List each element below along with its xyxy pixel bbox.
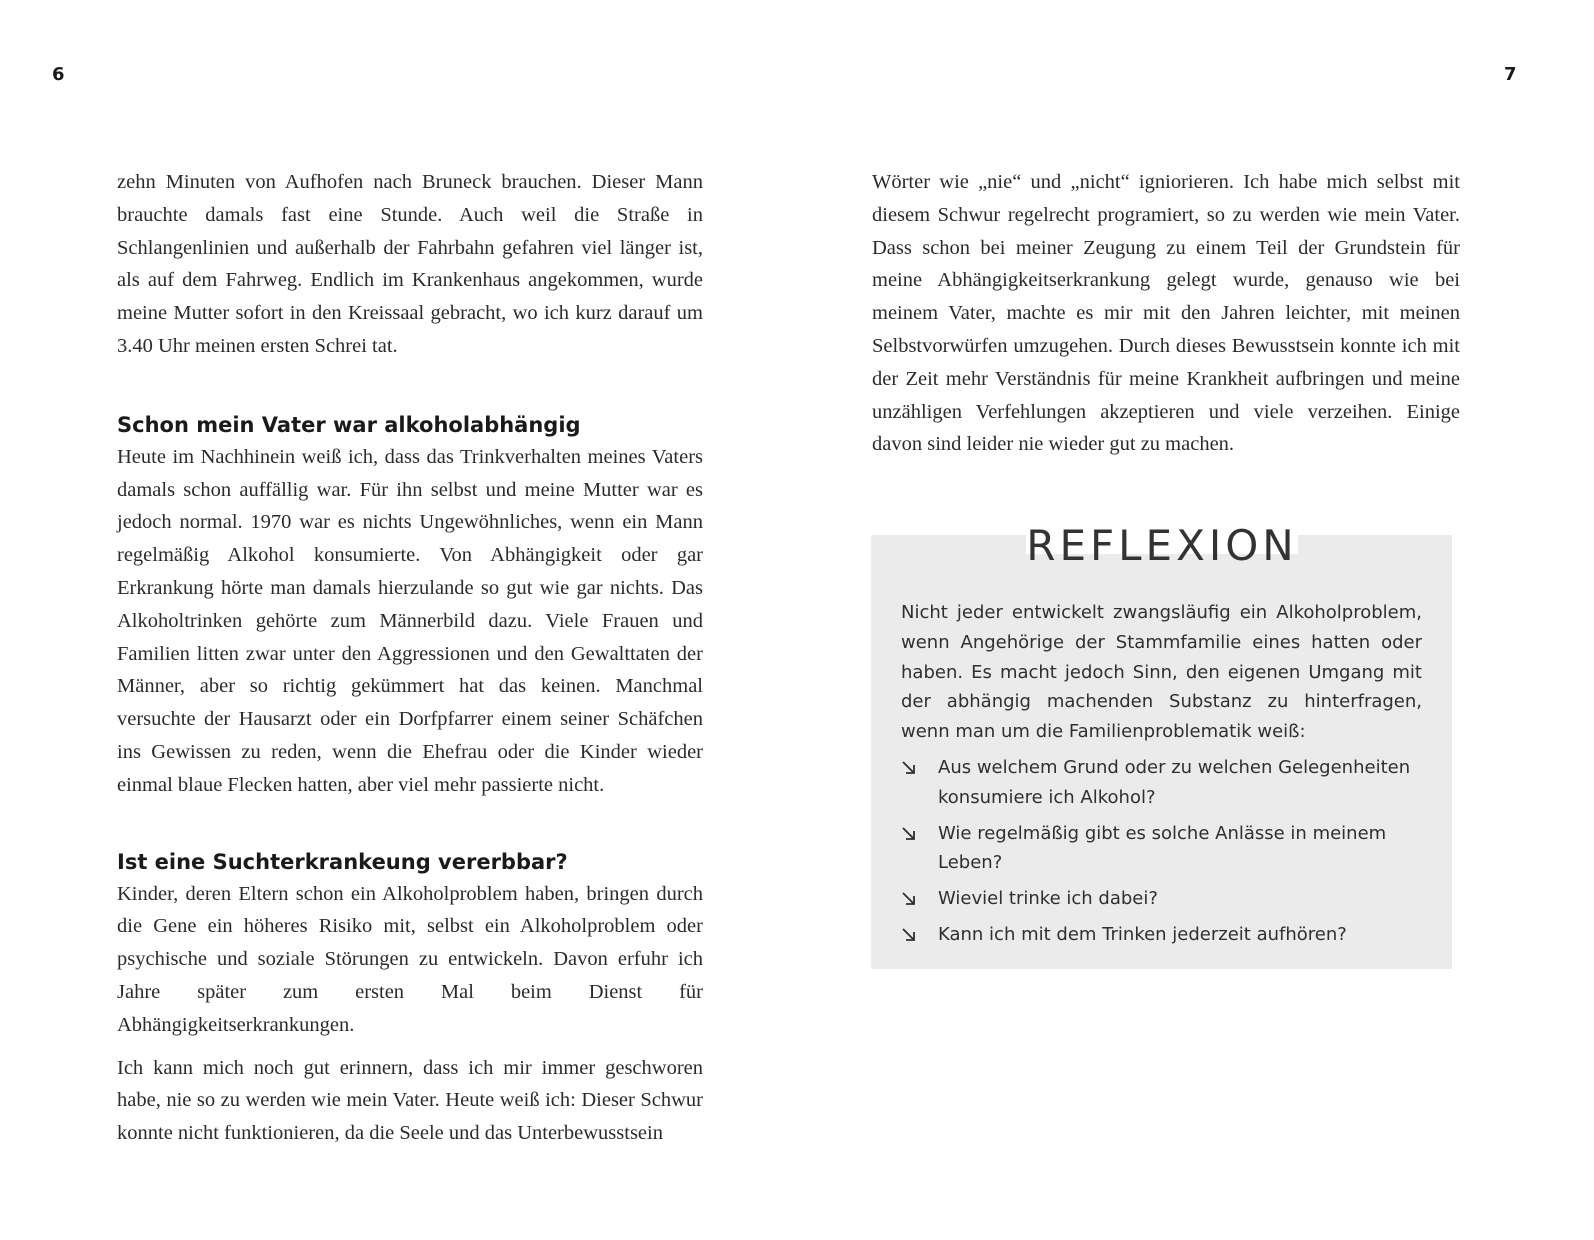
list-item xyxy=(901,753,1422,813)
reflexion-content xyxy=(901,598,1422,956)
list-item xyxy=(901,819,1422,879)
question-text: Aus welchem Grund oder zu welchen Gelegenheiten konsumiere ich Alkohol? xyxy=(938,756,1411,808)
question-text: Wieviel trinke ich dabei? xyxy=(938,888,1158,910)
question-text: Kann ich mit dem Trinken jederzeit aufhören? xyxy=(938,924,1347,946)
body-paragraph: zehn Minuten von Aufhofen nach Bruneck brauchen. Dieser Mann brauchte damals fast eine Stunde. Auch weil die Straße in Schlangenlinien und außerhalb der Fahrbahn gefahren viel länger ist, als auf dem Fahrweg. Endlich im Krankenhaus angekommen, wurde meine Mutter sofort in den Kreissaal gebracht, wo ich kurz darauf um 3.40 Uhr meinen ersten Schrei tat. xyxy=(117,171,703,357)
arrow-down-right-icon xyxy=(901,884,938,914)
list-item xyxy=(901,920,1422,950)
page-number-right: 7 xyxy=(1504,64,1517,85)
reflexion-title: REFLEXION xyxy=(1026,521,1298,570)
body-paragraph: Heute im Nachhinein weiß ich, dass das Trinkverhalten meines Vaters damals schon auffällig war. Für ihn selbst und meine Mutter war es jedoch normal. 1970 war es nichts Ungewöhnliches, wenn ein Mann regelmäßig Alkohol konsumierte. Von Abhängigkeit oder gar Erkrankung hörte man damals hierzulande so gut wie gar nichts. Das Alkoholtrinken gehörte zum Männerbild dazu. Viele Frauen und Familien litten zwar unter den Aggressionen und den Gewalttaten der Männer, aber so richtig gekümmert hat das keinen. Manchmal versuchte der Hausarzt oder ein Dorfpfarrer einem seiner Schäfchen ins Gewissen zu reden, wenn die Ehefrau oder die Kinder wieder einmal blaue Flecken hatten, aber viel mehr passierte nicht. xyxy=(117,445,703,796)
reflexion-intro: Nicht jeder entwickelt zwangsläufig ein Alkoholproblem, wenn Angehörige der Stammfamilie eines hatten oder haben. Es macht jedoch Sinn, den eigenen Umgang mit der abhängig machenden Substanz zu hinterfragen, wenn man um die Familienproblematik weiß: xyxy=(901,602,1422,743)
page-number-left: 6 xyxy=(52,64,65,85)
body-paragraph: Kinder, deren Eltern schon ein Alkoholproblem haben, bringen durch die Gene ein höheres Risiko mit, selbst ein Alkoholproblem oder psychische und soziale Störungen zu entwickeln. Davon erfuhr ich Jahre später zum ersten Mal beim Dienst für Abhängigkeitserkrankungen. xyxy=(117,882,703,1036)
left-page-column xyxy=(117,166,703,1150)
list-item xyxy=(901,884,1422,914)
arrow-down-right-icon xyxy=(901,753,938,783)
right-page-column xyxy=(872,166,1460,461)
section-heading-heredity: Ist eine Suchterkrankeung vererbbar? xyxy=(117,849,568,874)
question-text: Wie regelmäßig gibt es solche Anlässe in meinem Leben? xyxy=(938,822,1387,874)
body-paragraph: Wörter wie „nie“ und „nicht“ igniorieren. Ich habe mich selbst mit diesem Schwur regelrecht programiert, so zu werden wie mein Vater. Dass schon bei meiner Zeugung zu einem Teil der Grundstein für meine Abhängigkeitserkrankung gelegt wurde, genauso wie bei meinem Vater, machte es mir mit den Jahren leichter, mit meinen Selbstvorwürfen umzugehen. Durch dieses Bewusstsein konnte ich mit der Zeit mehr Verständnis für meine Krankheit aufbringen und meine unzähligen Verfehlungen akzeptieren und viele verzeihen. Einige davon sind leider nie wieder gut zu machen. xyxy=(872,171,1460,456)
reflexion-question-list xyxy=(901,753,1422,950)
section-heading-father: Schon mein Vater war alkoholabhängig xyxy=(117,412,581,437)
body-paragraph: Ich kann mich noch gut erinnern, dass ich mir immer geschworen habe, nie so zu werden wie mein Vater. Heute weiß ich: Dieser Schwur konnte nicht funktionieren, da die Seele und das Unterbewusstsein xyxy=(117,1056,703,1145)
arrow-down-right-icon xyxy=(901,819,938,849)
arrow-down-right-icon xyxy=(901,920,938,950)
